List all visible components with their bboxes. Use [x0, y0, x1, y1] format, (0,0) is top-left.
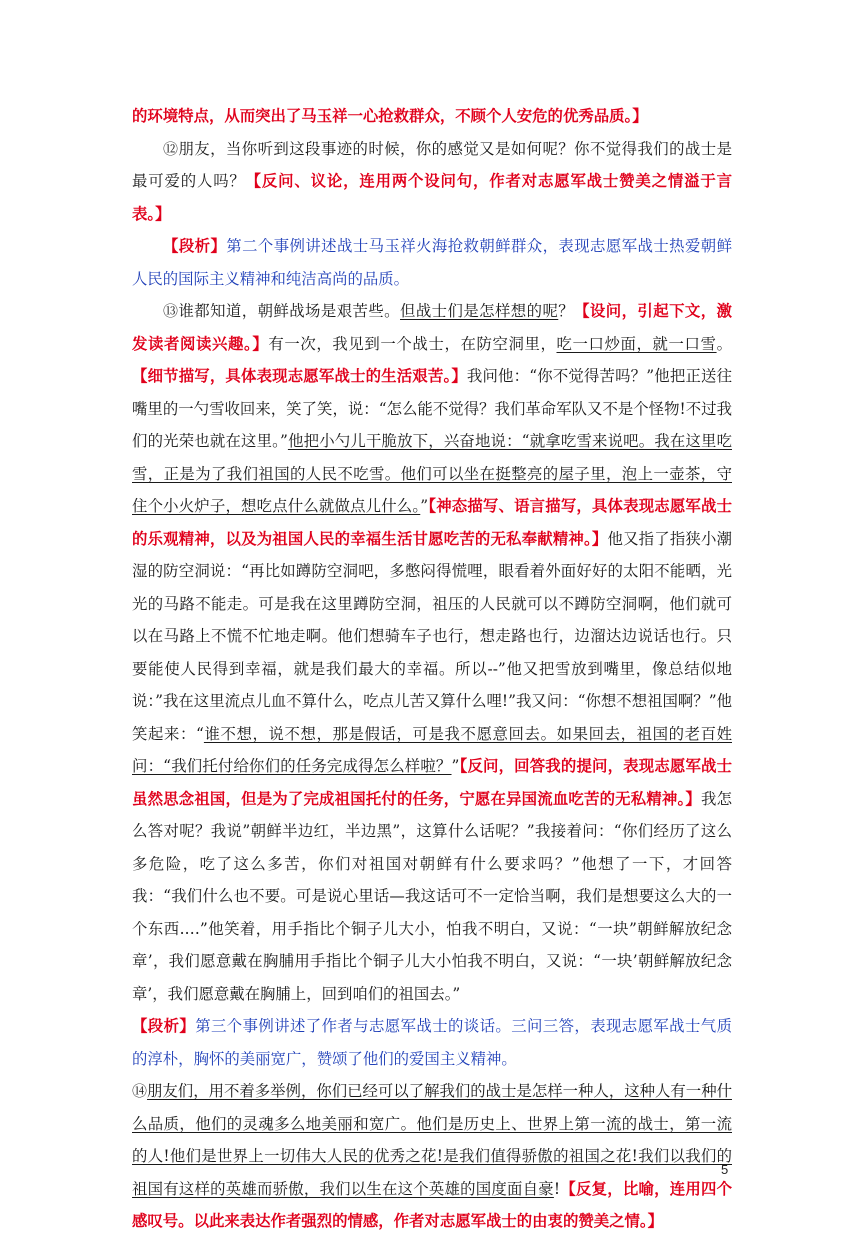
analysis-label: 【段析】: [163, 237, 227, 255]
annotation: 【反问，回答我的提问，表现志愿军战士虽然思念祖国，但是为了完成祖国托付的任务，宁愿在异国流血吃苦的无私精神。】: [132, 757, 732, 808]
paragraph-text: 我怎么答对呢？我说”朝鲜半边红，半边黑”，这算什么话呢？”我接着问：“你们经历了这么多危险，吃了这么多苦，你们对祖国对朝鲜有什么要求吗？”他想了一下，才回答我：“我们什么也不要。可是说心里话—我这话可不一定恰当啊，我们是想要这么大的一个东西.…”他笑着，用手指比个铜子儿大小，怕我不明白，又说：“一块”朝鲜解放纪念章’，我们愿意戴在胸脯用手指比个铜子儿大小怕我不明白，又说：“一块’朝鲜解放纪念章’，我们愿意戴在胸脯上，回到咱们的祖国去。”: [132, 789, 732, 1003]
paragraph-text: ”: [451, 757, 460, 775]
paragraph-13: [132, 295, 732, 1010]
paragraph-number: ⑭: [132, 1082, 148, 1100]
paragraph-text: 我问他：“你不觉得苦吗？”他把正送往嘴里的一勺雪收回来，笑了笑，说：“怎么能不觉得？我们革命军队又不是个怪物!不过我们的光荣也就在这里。”: [132, 367, 732, 450]
paragraph-14: [132, 1075, 732, 1238]
paragraph-text: 谁都知道，朝鲜战场是艰苦些。: [178, 302, 401, 320]
page-number: 5: [721, 1162, 729, 1177]
paragraph-text: 有一次，我见到一个战士，在防空洞里，: [268, 334, 557, 353]
annotation: 【反问、议论，连用两个设问句，作者对志愿军战士赞美之情溢于言表。】: [132, 172, 732, 223]
section-analysis-3: [132, 1010, 732, 1075]
analysis-text: 第三个事例讲述了作者与志愿军战士的谈话。三问三答，表现志愿军战士气质的淳朴，胸怀的美丽宽广，赞颂了他们的爱国主义精神。: [132, 1017, 732, 1068]
section-analysis-2: [132, 230, 732, 295]
underlined-text: 朋友们，用不着多举例，你们已经可以了解我们的战士是怎样一种人，这种人有一种什么品质，他们的灵魂多么地美丽和宽广。他们是历史上、世界上第一流的战士，第一流的人!他们是世界上一切伟大人民的优秀之花!是我们值得骄傲的祖国之花!我们以我们的祖国有这样的英雄而骄傲，我们以生在这个英雄的国度面自豪: [132, 1082, 732, 1198]
analysis-label: 【段析】: [132, 1017, 196, 1035]
underlined-text: 谁不想，说不想，那是假话，可是我不愿意回去。如果回去，祖国的老百姓问：“我们托付给你们的任务完成得怎么样啦？: [132, 724, 732, 775]
annotation: 的环境特点，从而突出了马玉祥一心抢救群众，不顾个人安危的优秀品质。】: [132, 107, 648, 125]
paragraph-text: ”: [420, 497, 429, 515]
paragraph-12: [132, 133, 732, 231]
annotation: 【细节描写，具体表现志愿军战士的生活艰苦。】: [132, 367, 467, 385]
annotation: 【设问，引起下文，激发读者阅读兴趣。】: [132, 302, 732, 353]
annotation: 【神态描写、语言描写，具体表现志愿军战士的乐观精神，以及为祖国人民的幸福生活甘愿吃苦的无私奉献精神。】: [132, 497, 732, 548]
paragraph-number: ⑬: [163, 302, 179, 320]
paragraph-text: 朋友，当你听到这段事迹的时候，你的感觉又是如何呢？你不觉得我们的战士是最可爱的人吗？: [132, 139, 732, 190]
paragraph-text: 他又指了指狭小潮湿的防空洞说：“再比如蹲防空洞吧，多憋闷得慌哩，眼看着外面好好的太阳不能晒，光光的马路不能走。可是我在这里蹲防空洞，祖压的人民就可以不蹲防空洞啊，他们就可以在马路上不慌不忙地走啊。他们想骑车子也行，想走路也行，边溜达边说话也行。只要能使人民得到幸福，就是我们最大的幸福。所以--”他又把雪放到嘴里，像总结似地说：”我在这里流点儿血不算什么，吃点儿苦又算什么哩!”我又问：“你想不想祖国啊？”他笑起来：“: [132, 529, 732, 743]
document-page: [132, 100, 732, 1238]
underlined-text: 他把小勺儿干脆放下，兴奋地说：“就拿吃雪来说吧。我在这里吃雪，正是为了我们祖国的人民不吃雪。他们可以坐在挺整亮的屋子里，泡上一壶茶，守住个小火炉子，想吃点什么就做点儿什么。: [132, 432, 732, 515]
paragraph-number: ⑫: [163, 139, 179, 158]
analysis-text: 第二个事例讲述战士马玉祥火海抢救朝鲜群众，表现志愿军战士热爱朝鲜人民的国际主义精神和纯洁高尚的品质。: [132, 237, 732, 288]
underlined-text: 但战士们是怎样想的呢: [400, 302, 559, 320]
paragraph-text: 。: [716, 334, 732, 353]
paragraph-text: ？: [558, 302, 575, 320]
paragraph-text: !: [553, 1179, 561, 1198]
annotation: 【反复，比喻，连用四个感叹号。以此来表达作者强烈的情感，作者对志愿军战士的由衷的赞美之情。】: [132, 1179, 732, 1230]
paragraph-continuation: [132, 100, 732, 133]
underlined-text: 吃一口炒面，就一口雪: [556, 334, 717, 353]
